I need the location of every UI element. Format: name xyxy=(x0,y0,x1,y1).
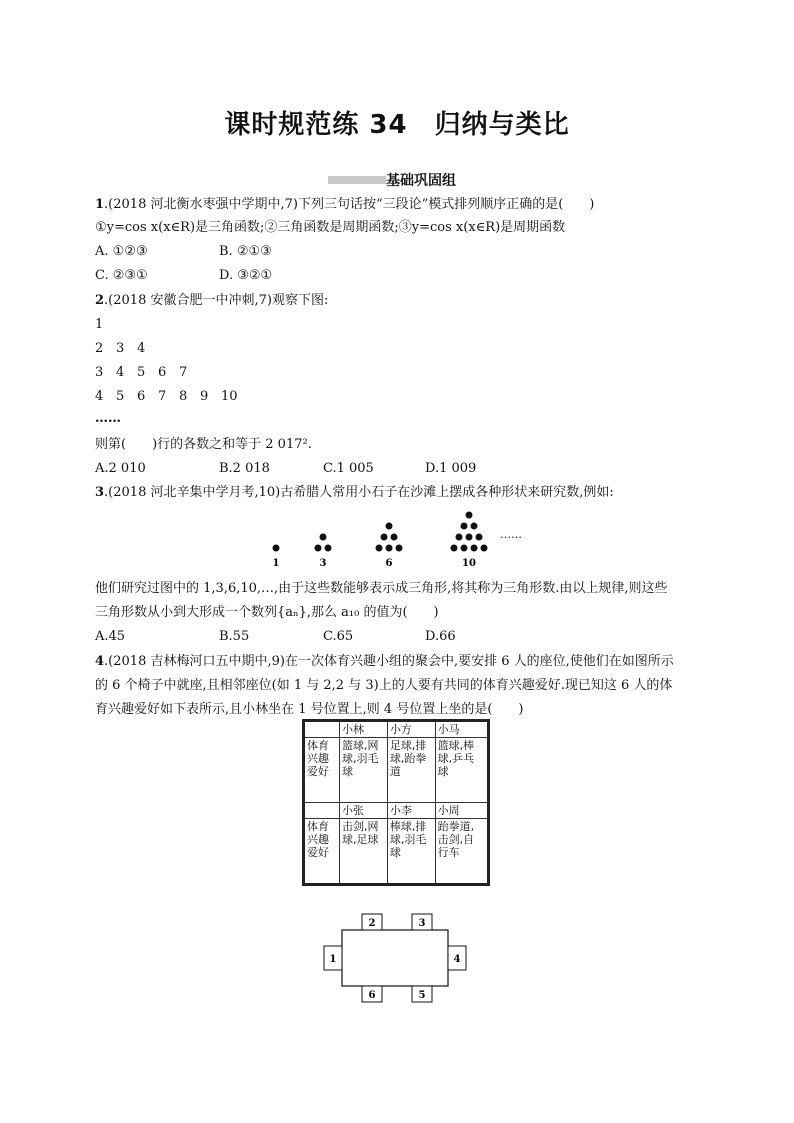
figure-ellipsis: …… xyxy=(500,528,522,541)
q3-option-c[interactable]: C.65 xyxy=(323,629,354,644)
figure-label-6: 6 xyxy=(385,558,393,568)
stone-dot xyxy=(471,545,478,552)
seat-label-3: 3 xyxy=(418,918,426,929)
q2-row-4 xyxy=(95,388,242,406)
q2-option-d[interactable]: D.1 009 xyxy=(425,461,477,476)
name-cell: 小马 xyxy=(435,721,488,738)
table-corner xyxy=(304,721,340,738)
hobby-cell: 足球,排球,跆拳道 xyxy=(387,738,435,803)
stone-dot xyxy=(476,534,483,541)
stone-dot xyxy=(381,534,388,541)
seat-label-6: 6 xyxy=(368,990,376,1001)
stone-dot xyxy=(386,545,393,552)
table-row xyxy=(304,738,489,803)
q2-row-2 xyxy=(95,340,158,358)
q2-cell: 1 xyxy=(95,317,104,332)
hobby-cell: 篮球,棒球,乒乓球 xyxy=(435,738,488,803)
q1-statements: ①y=cos x(x∈R)是三角函数;②三角函数是周期函数;③y=cos x(x∈R)是周期函数 xyxy=(95,220,566,235)
name-cell: 小李 xyxy=(387,803,435,819)
q3-number: 3 xyxy=(95,485,105,500)
q2-cell: 3 xyxy=(116,341,125,356)
q4-number: 4 xyxy=(95,654,105,669)
q3-option-b[interactable]: B.55 xyxy=(219,629,250,644)
hobby-cell: 击剑,网球,足球 xyxy=(340,819,388,885)
q1-options-row2 xyxy=(95,267,595,285)
q2-option-a[interactable]: A.2 010 xyxy=(95,461,146,476)
stone-dot xyxy=(391,534,398,541)
q2-row-3 xyxy=(95,364,200,382)
seat-label-5: 5 xyxy=(418,990,426,1001)
section-bar xyxy=(328,176,386,184)
q2-cell: 7 xyxy=(179,365,188,380)
q2-cell: 9 xyxy=(200,389,209,404)
q2-cell: 8 xyxy=(179,389,188,404)
q3-options xyxy=(95,628,595,646)
stone-dot xyxy=(396,545,403,552)
q2-cell: 4 xyxy=(137,341,146,356)
q2-cell: 4 xyxy=(116,365,125,380)
hobby-cell: 跆拳道,击剑,自行车 xyxy=(435,819,488,885)
q2-cell: 4 xyxy=(95,389,104,404)
q1-number: 1 xyxy=(95,197,105,212)
q2-option-b[interactable]: B.2 018 xyxy=(219,461,270,476)
q2-text: .(2018 安徽合肥一中冲刺,7)观察下图: xyxy=(104,293,329,308)
q2-cell: 2 xyxy=(95,341,104,356)
stone-dot xyxy=(466,512,473,519)
seat-label-1: 1 xyxy=(329,954,337,965)
q2-number: 2 xyxy=(95,293,105,308)
q1-text: .(2018 河北衡水枣强中学期中,7)下列三句话按“三段论”模式排列顺序正确的是( ) xyxy=(104,197,595,212)
q1-option-d[interactable]: D. ③②① xyxy=(219,268,273,283)
q3-text: .(2018 河北辛集中学月考,10)古希腊人常用小石子在沙滩上摆成各种形状来研究数,例如: xyxy=(104,485,614,500)
stone-dot xyxy=(456,534,463,541)
stone-dot xyxy=(481,545,488,552)
q2-row-1 xyxy=(95,316,116,334)
stone-dot xyxy=(376,545,383,552)
table-row xyxy=(304,819,489,885)
q2-options xyxy=(95,460,595,478)
q4-stem-line1 xyxy=(95,653,674,671)
q1-option-a[interactable]: A. ①②③ xyxy=(95,244,148,259)
row-label: 体育兴趣爱好 xyxy=(304,738,340,803)
stone-dot xyxy=(461,523,468,530)
table-corner xyxy=(304,803,340,819)
stone-dot xyxy=(386,523,393,530)
stone-dot xyxy=(320,534,327,541)
stone-dot xyxy=(451,545,458,552)
q3-option-a[interactable]: A.45 xyxy=(95,629,126,644)
name-cell: 小方 xyxy=(387,721,435,738)
q2-cell: 6 xyxy=(158,365,167,380)
q3-body-line2: 三角形数从小到大形成一个数列{aₙ},那么 a₁₀ 的值为( ) xyxy=(95,605,439,620)
triangular-numbers-figure xyxy=(256,508,536,568)
page-title: 课时规范练 34 归纳与类比 xyxy=(224,110,570,140)
q2-question: 则第( )行的各数之和等于 2 017². xyxy=(95,437,312,452)
hobby-cell: 篮球,网球,羽毛球 xyxy=(340,738,388,803)
table-row xyxy=(304,721,489,738)
hobby-table xyxy=(302,719,490,886)
q4-stem-line3: 育兴趣爱好如下表所示,且小林坐在 1 号位置上,则 4 号位置上坐的是( ) xyxy=(95,702,524,717)
q2-cell: 10 xyxy=(221,389,238,404)
q3-stem xyxy=(95,484,614,502)
seating-diagram xyxy=(320,910,470,1005)
q2-ellipsis: …… xyxy=(95,411,121,426)
seat-label-2: 2 xyxy=(368,918,376,929)
stone-dot xyxy=(325,545,332,552)
table-row xyxy=(304,803,489,819)
q2-cell: 3 xyxy=(95,365,104,380)
section-title: 基础巩固组 xyxy=(386,173,456,189)
stone-dot xyxy=(315,545,322,552)
q2-cell: 5 xyxy=(116,389,125,404)
q4-stem-line2: 的 6 个椅子中就座,且相邻座位(如 1 与 2,2 与 3)上的人要有共同的体育兴趣爱好.现已知这 6 人的体 xyxy=(95,678,673,693)
q3-option-d[interactable]: D.66 xyxy=(425,629,456,644)
figure-label-1: 1 xyxy=(272,558,280,568)
q1-options-row1 xyxy=(95,243,595,261)
seat-label-4: 4 xyxy=(453,954,461,965)
stone-dot xyxy=(461,545,468,552)
q2-cell: 5 xyxy=(137,365,146,380)
figure-label-3: 3 xyxy=(319,558,327,568)
q4-text: .(2018 吉林梅河口五中期中,9)在一次体育兴趣小组的聚会中,要安排 6 人的座位,使他们在如图所示 xyxy=(104,654,674,669)
q1-option-b[interactable]: B. ②①③ xyxy=(219,244,272,259)
hobby-cell: 棒球,排球,羽毛球 xyxy=(387,819,435,885)
q1-option-c[interactable]: C. ②③① xyxy=(95,268,148,283)
stone-dot xyxy=(471,523,478,530)
stone-dot xyxy=(466,534,473,541)
q2-cell: 7 xyxy=(158,389,167,404)
name-cell: 小周 xyxy=(435,803,488,819)
q3-body-line1: 他们研究过图中的 1,3,6,10,…,由于这些数能够表示成三角形,将其称为三角形数.由以上规律,则这些 xyxy=(95,581,668,596)
name-cell: 小张 xyxy=(340,803,388,819)
q2-cell: 6 xyxy=(137,389,146,404)
q2-stem xyxy=(95,292,328,310)
stone-dot xyxy=(273,545,280,552)
table-rect xyxy=(342,930,448,986)
q1-stem xyxy=(95,196,594,214)
name-cell: 小林 xyxy=(340,721,388,738)
row-label: 体育兴趣爱好 xyxy=(304,819,340,885)
figure-label-10: 10 xyxy=(462,558,476,568)
q2-option-c[interactable]: C.1 005 xyxy=(323,461,374,476)
